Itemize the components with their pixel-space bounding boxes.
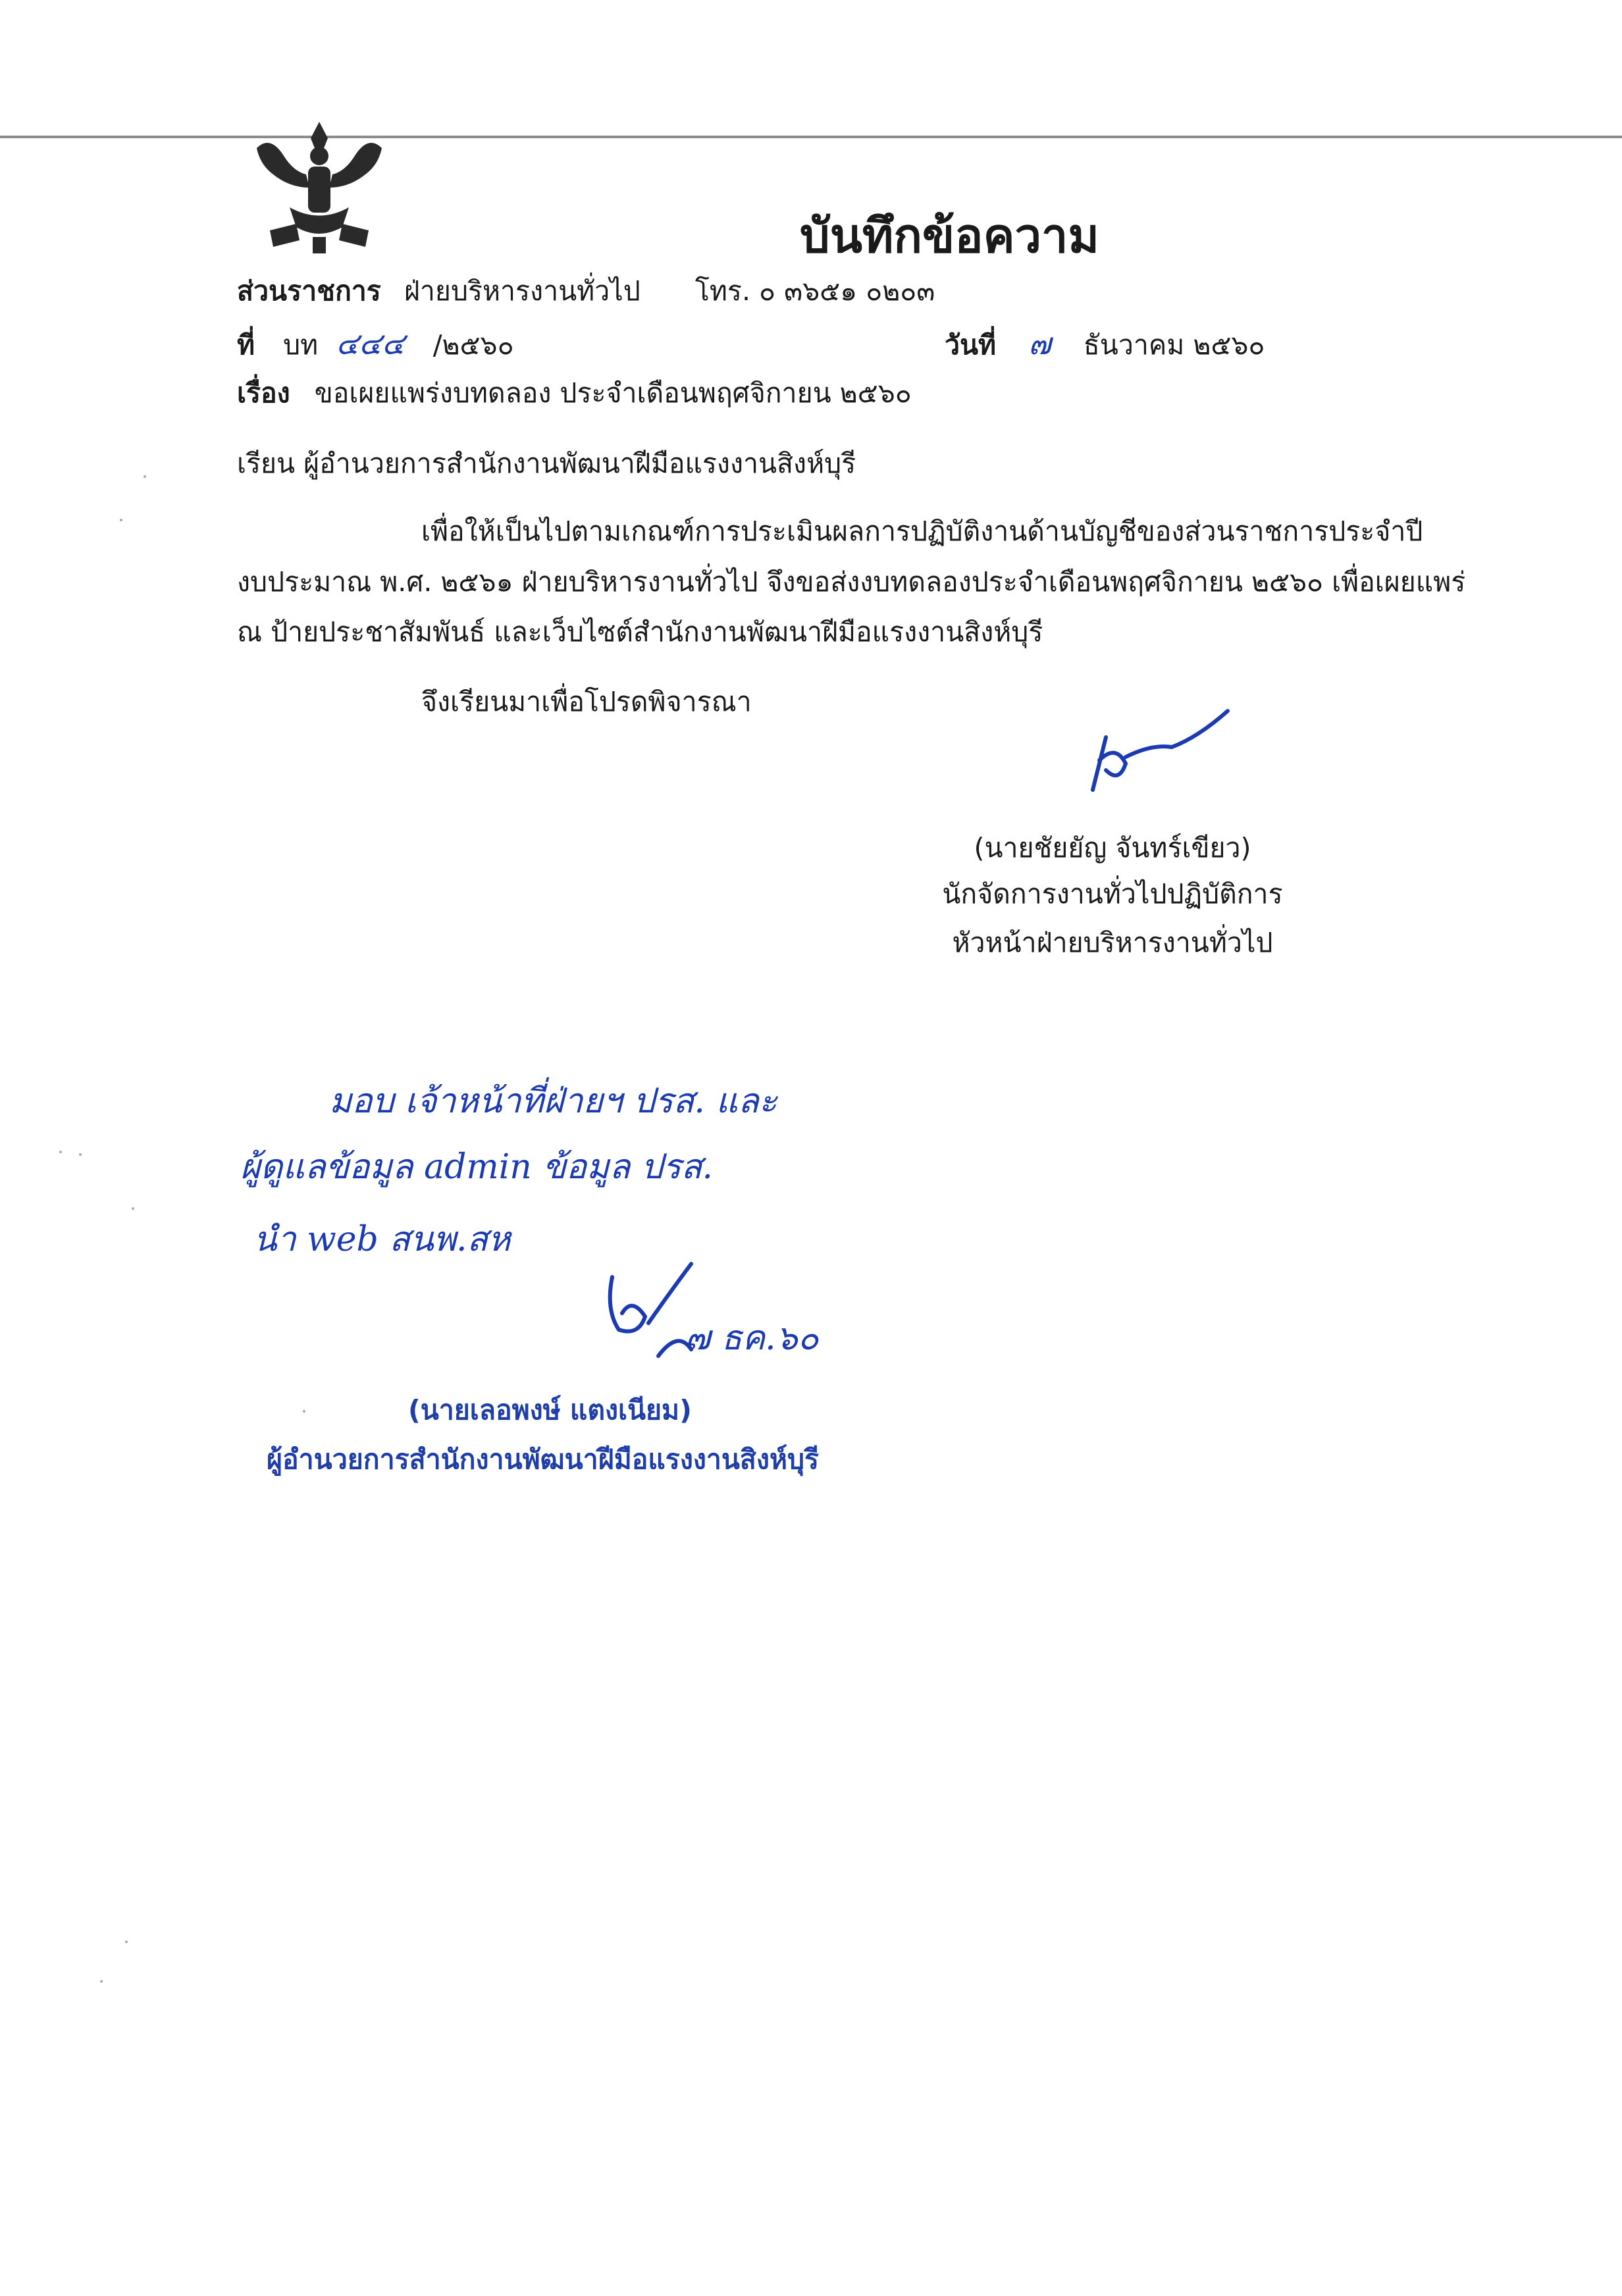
scan-speck bbox=[59, 1151, 62, 1153]
scan-speck bbox=[120, 519, 122, 521]
signer-name: (นายชัยยัญ จันทร์เขียว) bbox=[974, 832, 1251, 864]
director-name: (นายเลอพงษ์ แตงเนียม) bbox=[408, 1394, 692, 1426]
scan-speck bbox=[100, 1980, 103, 1983]
signer-position-2: หัวหน้าฝ่ายบริหารงานทั่วไป bbox=[952, 927, 1273, 958]
document-title: บันทึกข้อความ bbox=[800, 208, 1099, 263]
scan-speck bbox=[125, 1941, 128, 1943]
handwritten-date: ๗ ธค.๖๐ bbox=[685, 1318, 819, 1358]
signer-position-1: นักจัดการงานทั่วไปปฏิบัติการ bbox=[942, 878, 1283, 910]
agency-row bbox=[237, 271, 935, 311]
subject-row bbox=[237, 373, 912, 413]
scan-speck bbox=[303, 1410, 305, 1413]
body-paragraph-line-2: งบประมาณ พ.ศ. ๒๕๖๑ ฝ่ายบริหารงานทั่วไป จึงขอส่งงบทดลองประจำเดือนพฤศจิกายน ๒๕๖๐ เพื่อเผยแพร่ bbox=[237, 566, 1466, 598]
signer-signature-icon bbox=[1080, 698, 1244, 810]
garuda-emblem-icon bbox=[244, 109, 395, 260]
reference-year: /๒๕๖๐ bbox=[432, 329, 514, 361]
salutation: เรียน ผู้อำนวยการสำนักงานพัฒนาฝีมือแรงงานสิงห์บุรี bbox=[237, 448, 856, 479]
subject-label: เรื่อง bbox=[237, 377, 290, 409]
reference-row bbox=[237, 324, 514, 365]
date-row bbox=[945, 324, 1265, 365]
agency-label: ส่วนราชการ bbox=[237, 275, 381, 307]
scan-speck bbox=[132, 1207, 134, 1210]
director-position: ผู้อำนวยการสำนักงานพัฒนาฝีมือแรงงานสิงห์บุรี bbox=[267, 1444, 820, 1475]
reference-label: ที่ bbox=[237, 329, 255, 361]
reference-prefix: บท bbox=[283, 329, 319, 361]
date-label: วันที่ bbox=[945, 329, 997, 361]
handwritten-note-line-2: ผู้ดูแลข้อมูล admin ข้อมูล ปรส. bbox=[240, 1147, 713, 1187]
reference-number-handwritten: ๔๔๔ bbox=[336, 326, 405, 361]
subject-value: ขอเผยแพร่งบทดลอง ประจำเดือนพฤศจิกายน ๒๕๖๐ bbox=[314, 377, 912, 409]
date-month-year: ธันวาคม ๒๕๖๐ bbox=[1083, 329, 1265, 361]
handwritten-note-line-1: มอบ เจ้าหน้าที่ฝ่ายฯ ปรส. และ bbox=[329, 1082, 777, 1121]
agency-value: ฝ่ายบริหารงานทั่วไป bbox=[404, 275, 641, 307]
scan-speck bbox=[144, 475, 146, 478]
body-paragraph-line-1: เพื่อให้เป็นไปตามเกณฑ์การประเมินผลการปฏิบัติงานด้านบัญชีของส่วนราชการประจำปี bbox=[421, 515, 1423, 547]
closing-line: จึงเรียนมาเพื่อโปรดพิจารณา bbox=[421, 686, 752, 718]
date-day-handwritten: ๗ bbox=[1028, 326, 1051, 361]
phone-number: โทร. ๐ ๓๖๕๑ ๐๒๐๓ bbox=[694, 275, 935, 307]
handwritten-note-line-3: นำ web สนพ.สห bbox=[253, 1220, 511, 1259]
body-paragraph-line-3: ณ ป้ายประชาสัมพันธ์ และเว็บไซต์สำนักงานพัฒนาฝีมือแรงงานสิงห์บุรี bbox=[237, 616, 1043, 648]
scan-speck bbox=[79, 1153, 82, 1156]
